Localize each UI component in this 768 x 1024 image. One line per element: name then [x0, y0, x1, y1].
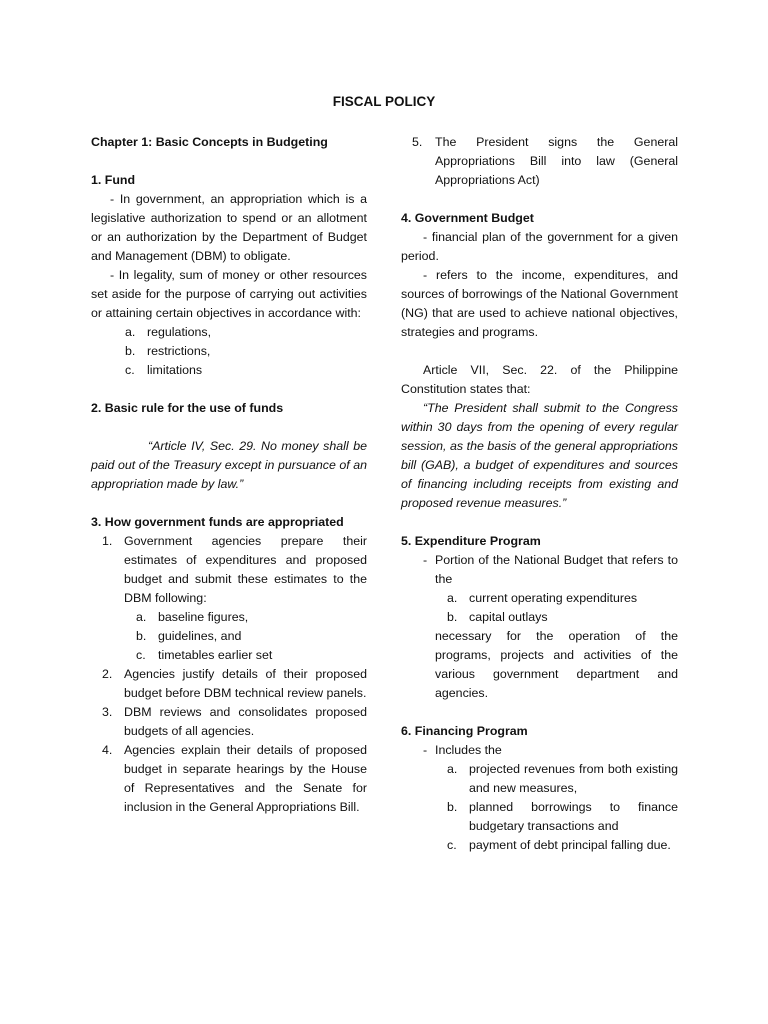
dash-marker: - [423, 743, 428, 757]
step-item [412, 133, 678, 190]
dash-text: Includes the [435, 743, 502, 757]
list-marker: a. [447, 591, 458, 605]
list-text: projected revenues from both existing and new measures, [469, 762, 678, 795]
expenditure-program-heading: 5. Expenditure Program [401, 534, 541, 548]
list-item [447, 608, 678, 627]
list-text: restrictions, [147, 344, 211, 358]
government-budget-heading: 4. Government Budget [401, 211, 534, 225]
article-iv-quote: “Article IV, Sec. 29. No money shall be paid out of the Treasury except in pursuance of an appropriation made by law.” [91, 439, 367, 491]
list-text: baseline figures, [158, 610, 249, 624]
list-text: planned borrowings to finance budgetary transactions and [469, 800, 678, 833]
list-text: limitations [147, 363, 203, 377]
list-marker: a. [136, 610, 147, 624]
expenditure-tail: necessary for the operation of the programs, projects and activities of the various government department and agencies. [435, 629, 678, 700]
right-column [401, 133, 678, 855]
dash-text: Portion of the National Budget that refers to the [435, 553, 678, 586]
list-marker: a. [447, 762, 458, 776]
step-text: DBM reviews and consolidates proposed budgets of all agencies. [124, 705, 367, 738]
step-item [102, 532, 367, 608]
article-vii-quote: “The President shall submit to the Congress within 30 days from the opening of every regular session, as the basis of the general appropriations bill (GAB), a budget of expenditures and sources of financing including receipts from existing and proposed revenue measures.” [401, 401, 678, 510]
list-item [447, 836, 678, 855]
list-marker: b. [136, 629, 147, 643]
page-title: FISCAL POLICY [332, 94, 436, 109]
list-item [125, 342, 367, 361]
list-item [136, 646, 367, 665]
list-item [125, 361, 367, 380]
step-text: Government agencies prepare their estimates of expenditures and proposed budget and submit these estimates to the DBM following: [124, 534, 367, 605]
list-text: timetables earlier set [158, 648, 273, 662]
basic-rule-heading: 2. Basic rule for the use of funds [91, 401, 284, 415]
article-vii-intro: Article VII, Sec. 22. of the Philippine Constitution states that: [401, 363, 678, 396]
list-marker: b. [125, 344, 136, 358]
list-item [125, 323, 367, 342]
list-marker: c. [447, 838, 457, 852]
step-text: Agencies justify details of their proposed budget before DBM technical review panels. [124, 667, 367, 700]
step-number: 5. [412, 135, 423, 149]
list-item [136, 608, 367, 627]
appropriation-heading: 3. How government funds are appropriated [91, 515, 344, 529]
fund-paragraph-2: - In legality, sum of money or other resources set aside for the purpose of carrying out activities or attaining certain objectives in accordance with: [91, 268, 367, 320]
step-text: Agencies explain their details of proposed budget in separate hearings by the House of Representatives and the Senate for inclusion in the General Appropriations Bill. [124, 743, 367, 814]
list-text: regulations, [147, 325, 212, 339]
fund-heading: 1. Fund [91, 173, 136, 187]
financing-program-heading: 6. Financing Program [401, 724, 528, 738]
list-marker: c. [125, 363, 135, 377]
list-marker: b. [447, 800, 458, 814]
list-text: payment of debt principal falling due. [469, 838, 671, 852]
dash-marker: - [423, 553, 428, 567]
list-item [447, 760, 678, 798]
left-column [91, 133, 367, 817]
step-number: 3. [102, 705, 113, 719]
list-marker: c. [136, 648, 146, 662]
step-text: The President signs the General Appropriations Bill into law (General Appropriations Act) [435, 135, 678, 187]
list-text: guidelines, and [158, 629, 242, 643]
list-item [136, 627, 367, 646]
list-marker: b. [447, 610, 458, 624]
step-number: 4. [102, 743, 113, 757]
budget-paragraph-1: - financial plan of the government for a given period. [401, 230, 678, 263]
chapter-heading: Chapter 1: Basic Concepts in Budgeting [91, 135, 328, 149]
step-item [102, 741, 367, 817]
dash-item [423, 741, 678, 760]
step-item [102, 703, 367, 741]
budget-paragraph-2: - refers to the income, expenditures, and sources of borrowings of the National Government (NG) that are used to achieve national objectives, strategies and programs. [401, 268, 678, 339]
list-item [447, 589, 678, 608]
list-text: current operating expenditures [469, 591, 638, 605]
step-number: 2. [102, 667, 113, 681]
fund-paragraph-1: - In government, an appropriation which is a legislative authorization to spend or an allotment or an authorization by the Department of Budget and Management (DBM) to obligate. [91, 192, 367, 263]
step-item [102, 665, 367, 703]
dash-item [423, 551, 678, 589]
step-number: 1. [102, 534, 113, 548]
list-item [447, 798, 678, 836]
list-text: capital outlays [469, 610, 548, 624]
list-marker: a. [125, 325, 136, 339]
